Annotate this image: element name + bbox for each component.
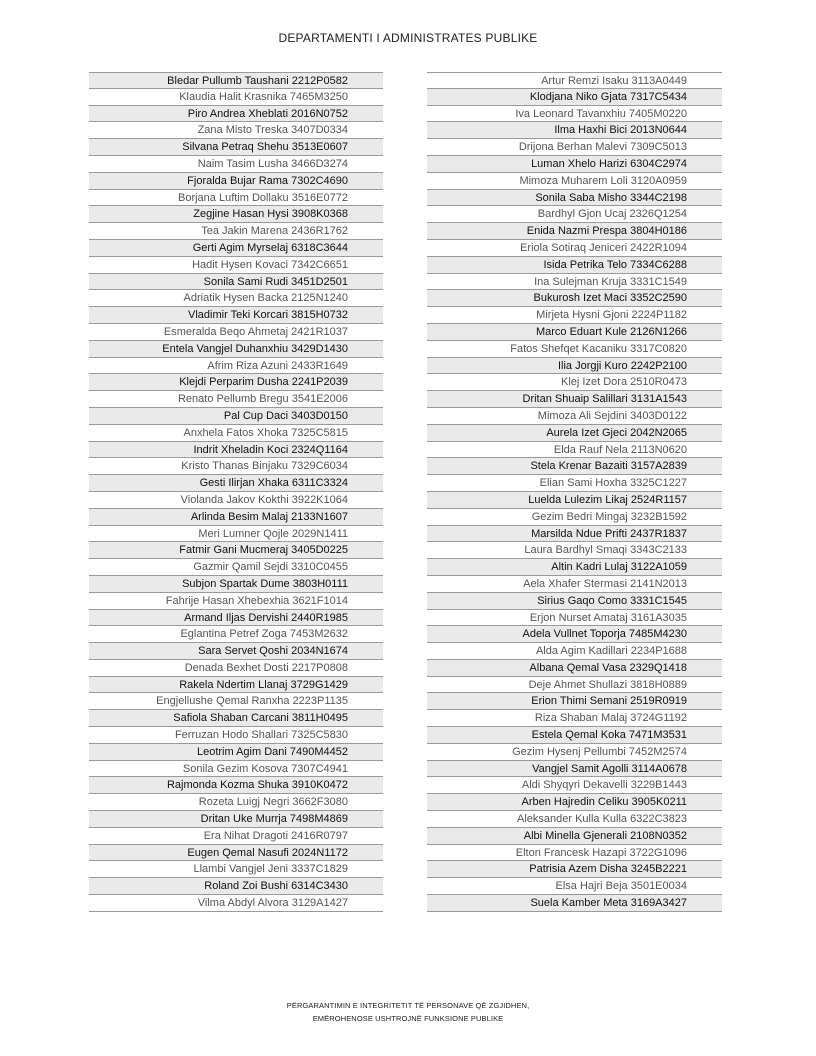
list-item: Denada Bexhet Dosti 2217P0808 bbox=[89, 660, 383, 677]
list-item: Artur Remzi Isaku 3113A0449 bbox=[427, 72, 722, 89]
list-item: Indrit Xheladin Koci 2324Q1164 bbox=[89, 442, 383, 459]
list-item: Elda Rauf Nela 2113N0620 bbox=[427, 442, 722, 459]
footer-line-1: PËRGARANTIMIN E INTEGRITETIT TË PERSONAVE QË ZGJIDHEN, bbox=[286, 1001, 530, 1010]
list-item: Klejdi Perparim Dusha 2241P2039 bbox=[89, 374, 383, 391]
list-item: Naim Tasim Lusha 3466D3274 bbox=[89, 156, 383, 173]
list-item: Bledar Pullumb Taushani 2212P0582 bbox=[89, 72, 383, 89]
list-item: Era Nihat Dragoti 2416R0797 bbox=[89, 828, 383, 845]
list-item: Vilma Abdyl Alvora 3129A1427 bbox=[89, 895, 383, 912]
list-item: Klaudia Halit Krasnika 7465M3250 bbox=[89, 89, 383, 106]
list-item: Rajmonda Kozma Shuka 3910K0472 bbox=[89, 777, 383, 794]
list-item: Patrisia Azem Disha 3245B2221 bbox=[427, 861, 722, 878]
list-item: Safiola Shaban Carcani 3811H0495 bbox=[89, 710, 383, 727]
list-item: Entela Vangjel Duhanxhiu 3429D1430 bbox=[89, 341, 383, 358]
list-item: Stela Krenar Bazaiti 3157A2839 bbox=[427, 458, 722, 475]
list-item: Klodjana Niko Gjata 7317C5434 bbox=[427, 89, 722, 106]
list-item: Pal Cup Daci 3403D0150 bbox=[89, 408, 383, 425]
list-item: Fatos Shefqet Kacaniku 3317C0820 bbox=[427, 341, 722, 358]
list-item: Sonila Sami Rudi 3451D2501 bbox=[89, 274, 383, 291]
page-title: DEPARTAMENTI I ADMINISTRATES PUBLIKE bbox=[278, 31, 538, 45]
list-item: Albi Minella Gjenerali 2108N0352 bbox=[427, 828, 722, 845]
list-item: Luman Xhelo Harizi 6304C2974 bbox=[427, 156, 722, 173]
list-item: Aela Xhafer Stermasi 2141N2013 bbox=[427, 576, 722, 593]
list-item: Altin Kadri Lulaj 3122A1059 bbox=[427, 559, 722, 576]
list-item: Suela Kamber Meta 3169A3427 bbox=[427, 895, 722, 912]
list-item: Gesti Ilirjan Xhaka 6311C3324 bbox=[89, 475, 383, 492]
list-item: Engjellushe Qemal Ranxha 2223P1135 bbox=[89, 693, 383, 710]
list-item: Laura Bardhyl Smaqi 3343C2133 bbox=[427, 542, 722, 559]
footer bbox=[0, 999, 816, 1025]
list-item: Leotrim Agim Dani 7490M4452 bbox=[89, 744, 383, 761]
list-item: Erjon Nurset Amataj 3161A3035 bbox=[427, 610, 722, 627]
list-item: Adela Vullnet Toporja 7485M4230 bbox=[427, 626, 722, 643]
list-item: Sara Servet Qoshi 2034N1674 bbox=[89, 643, 383, 660]
list-item: Adriatik Hysen Backa 2125N1240 bbox=[89, 290, 383, 307]
list-item: Anxhela Fatos Xhoka 7325C5815 bbox=[89, 425, 383, 442]
list-item: Marco Eduart Kule 2126N1266 bbox=[427, 324, 722, 341]
list-item: Vangjel Samit Agolli 3114A0678 bbox=[427, 761, 722, 778]
right-name-list bbox=[427, 72, 722, 912]
list-item: Albana Qemal Vasa 2329Q1418 bbox=[427, 660, 722, 677]
list-item: Elton Francesk Hazapi 3722G1096 bbox=[427, 845, 722, 862]
list-item: Drijona Berhan Malevi 7309C5013 bbox=[427, 139, 722, 156]
list-item: Aleksander Kulla Kulla 6322C3823 bbox=[427, 811, 722, 828]
list-item: Sonila Saba Misho 3344C2198 bbox=[427, 190, 722, 207]
list-item: Klej Izet Dora 2510R0473 bbox=[427, 374, 722, 391]
list-item: Dritan Uke Murrja 7498M4869 bbox=[89, 811, 383, 828]
list-item: Luelda Lulezim Likaj 2524R1157 bbox=[427, 492, 722, 509]
list-item: Zegjine Hasan Hysi 3908K0368 bbox=[89, 206, 383, 223]
list-item: Silvana Petraq Shehu 3513E0607 bbox=[89, 139, 383, 156]
list-item: Vladimir Teki Korcari 3815H0732 bbox=[89, 307, 383, 324]
list-item: Afrim Riza Azuni 2433R1649 bbox=[89, 358, 383, 375]
list-item: Bardhyl Gjon Ucaj 2326Q1254 bbox=[427, 206, 722, 223]
list-item: Ilma Haxhi Bici 2013N0644 bbox=[427, 122, 722, 139]
list-item: Fahrije Hasan Xhebexhia 3621F1014 bbox=[89, 593, 383, 610]
footer-line-2: EMËROHENOSE USHTROJNË FUNKSIONE PUBLIKE bbox=[312, 1014, 504, 1023]
list-item: Dritan Shuaip Salillari 3131A1543 bbox=[427, 391, 722, 408]
list-item: Gerti Agim Myrselaj 6318C3644 bbox=[89, 240, 383, 257]
list-item: Borjana Luftim Dollaku 3516E0772 bbox=[89, 190, 383, 207]
list-item: Piro Andrea Xheblati 2016N0752 bbox=[89, 106, 383, 123]
list-item: Iva Leonard Tavanxhiu 7405M0220 bbox=[427, 106, 722, 123]
list-item: Tea Jakin Marena 2436R1762 bbox=[89, 223, 383, 240]
list-item: Isida Petrika Telo 7334C6288 bbox=[427, 257, 722, 274]
left-name-list bbox=[89, 72, 383, 912]
list-item: Aurela Izet Gjeci 2042N2065 bbox=[427, 425, 722, 442]
list-item: Bukurosh Izet Maci 3352C2590 bbox=[427, 290, 722, 307]
list-item: Subjon Spartak Dume 3803H0111 bbox=[89, 576, 383, 593]
list-item: Meri Lumner Qojle 2029N1411 bbox=[89, 526, 383, 543]
list-item: Hadit Hysen Kovaci 7342C6651 bbox=[89, 257, 383, 274]
list-item: Ilia Jorgji Kuro 2242P2100 bbox=[427, 358, 722, 375]
list-item: Erion Thimi Semani 2519R0919 bbox=[427, 693, 722, 710]
list-item: Arlinda Besim Malaj 2133N1607 bbox=[89, 509, 383, 526]
list-item: Renato Pellumb Bregu 3541E2006 bbox=[89, 391, 383, 408]
list-item: Llambi Vangjel Jeni 3337C1829 bbox=[89, 861, 383, 878]
list-item: Mimoza Muharem Loli 3120A0959 bbox=[427, 173, 722, 190]
list-item: Sirius Gaqo Como 3331C1545 bbox=[427, 593, 722, 610]
list-item: Rakela Ndertim Llanaj 3729G1429 bbox=[89, 677, 383, 694]
list-item: Mimoza Ali Sejdini 3403D0122 bbox=[427, 408, 722, 425]
list-item: Armand Iljas Dervishi 2440R1985 bbox=[89, 610, 383, 627]
list-item: Aldi Shyqyri Dekavelli 3229B1443 bbox=[427, 777, 722, 794]
list-item: Riza Shaban Malaj 3724G1192 bbox=[427, 710, 722, 727]
list-item: Alda Agim Kadillari 2234P1688 bbox=[427, 643, 722, 660]
list-item: Sonila Gezim Kosova 7307C4941 bbox=[89, 761, 383, 778]
list-item: Estela Qemal Koka 7471M3531 bbox=[427, 727, 722, 744]
list-item: Arben Hajredin Celiku 3905K0211 bbox=[427, 794, 722, 811]
list-item: Rozeta Luigj Negri 3662F3080 bbox=[89, 794, 383, 811]
list-item: Gazmir Qamil Sejdi 3310C0455 bbox=[89, 559, 383, 576]
list-item: Gezim Bedri Mingaj 3232B1592 bbox=[427, 509, 722, 526]
list-item: Mirjeta Hysni Gjoni 2224P1182 bbox=[427, 307, 722, 324]
list-item: Eglantina Petref Zoga 7453M2632 bbox=[89, 626, 383, 643]
list-item: Deje Ahmet Shullazi 3818H0889 bbox=[427, 677, 722, 694]
list-item: Eriola Sotiraq Jeniceri 2422R1094 bbox=[427, 240, 722, 257]
list-item: Fjoralda Bujar Rama 7302C4690 bbox=[89, 173, 383, 190]
list-item: Eugen Qemal Nasufi 2024N1172 bbox=[89, 845, 383, 862]
list-item: Zana Misto Treska 3407D0334 bbox=[89, 122, 383, 139]
list-item: Esmeralda Beqo Ahmetaj 2421R1037 bbox=[89, 324, 383, 341]
list-item: Kristo Thanas Binjaku 7329C6034 bbox=[89, 458, 383, 475]
list-item: Elsa Hajri Beja 3501E0034 bbox=[427, 878, 722, 895]
list-item: Elian Sami Hoxha 3325C1227 bbox=[427, 475, 722, 492]
list-item: Marsilda Ndue Prifti 2437R1837 bbox=[427, 526, 722, 543]
list-item: Gezim Hysenj Pellumbi 7452M2574 bbox=[427, 744, 722, 761]
list-item: Enida Nazmi Prespa 3804H0186 bbox=[427, 223, 722, 240]
list-item: Violanda Jakov Kokthi 3922K1064 bbox=[89, 492, 383, 509]
list-item: Roland Zoi Bushi 6314C3430 bbox=[89, 878, 383, 895]
list-item: Ina Sulejman Kruja 3331C1549 bbox=[427, 274, 722, 291]
list-item: Fatmir Gani Mucmeraj 3405D0225 bbox=[89, 542, 383, 559]
list-item: Ferruzan Hodo Shallari 7325C5830 bbox=[89, 727, 383, 744]
